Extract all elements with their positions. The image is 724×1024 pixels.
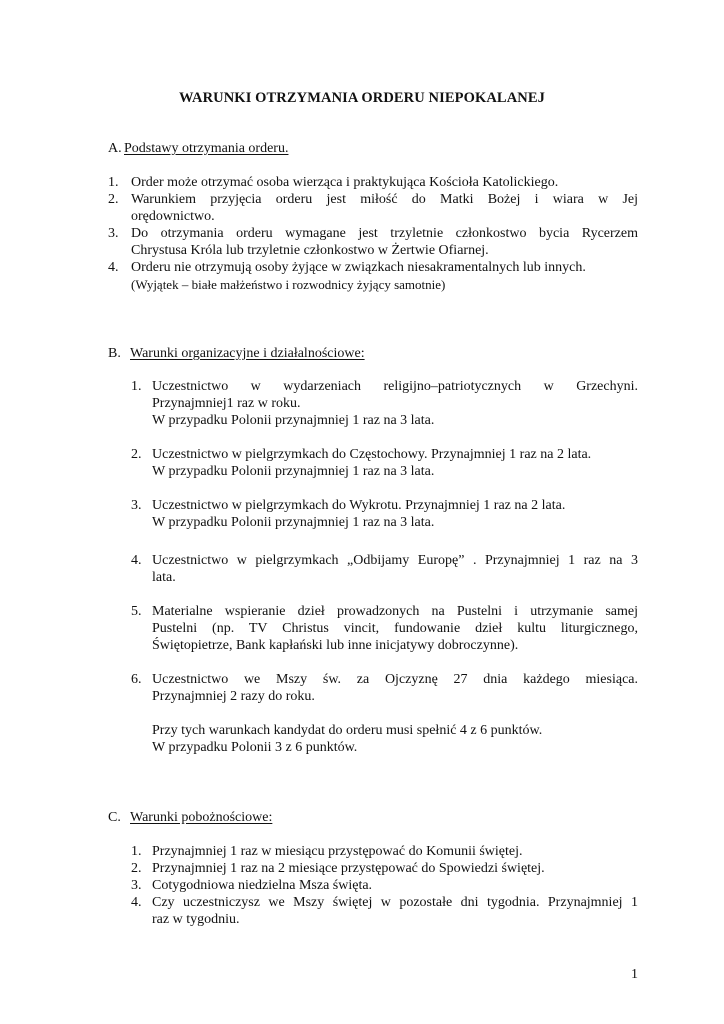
item-text: Czy uczestniczysz we Mszy świętej w pozostałe dni tygodnia. Przynajmniej 1 <box>152 895 638 910</box>
list-item <box>131 860 638 877</box>
item-text: Uczestnictwo w wydarzeniach religijno–patriotycznych w Grzechyni. <box>152 379 638 394</box>
list-item <box>131 552 638 586</box>
item-text: Do otrzymania orderu wymagane jest trzyletnie członkostwo bycia Rycerzem <box>131 226 638 241</box>
item-text: (Wyjątek – białe małżeństwo i rozwodnicy żyjący samotnie) <box>131 277 446 292</box>
item-number: 4. <box>131 553 142 568</box>
item-number: 1. <box>108 175 119 190</box>
section-b-title: Warunki organizacyjne i działalnościowe: <box>130 346 365 361</box>
item-text: Przynajmniej 1 raz na 2 miesiące przystępować do Spowiedzi świętej. <box>152 861 545 876</box>
list-item <box>131 378 638 429</box>
section-c-list <box>131 843 638 928</box>
item-text: Pustelni (np. TV Christus vincit, fundowanie dzieł kultu liturgicznego, <box>152 621 638 636</box>
item-text: Uczestnictwo w pielgrzymkach do Wykrotu. Przynajmniej 1 raz na 2 lata. <box>152 498 566 513</box>
section-b-heading <box>108 345 365 362</box>
item-number: 3. <box>131 878 142 893</box>
list-item <box>131 497 638 531</box>
section-b-note <box>152 722 638 756</box>
section-a-heading <box>108 140 288 157</box>
list-item <box>131 603 638 654</box>
item-number: 2. <box>131 861 142 876</box>
item-number: 3. <box>131 498 142 513</box>
item-text: Order może otrzymać osoba wierząca i praktykująca Kościoła Katolickiego. <box>131 175 559 190</box>
item-text: Przynajmniej 1 raz w miesiącu przystępować do Komunii świętej. <box>152 844 523 859</box>
list-item <box>131 894 638 928</box>
item-number: 4. <box>131 895 142 910</box>
item-number: 2. <box>108 192 119 207</box>
section-b-letter: B. <box>108 346 121 361</box>
list-item <box>131 446 638 480</box>
item-text: Uczestnictwo we Mszy św. za Ojczyznę 27 dnia każdego miesiąca. <box>152 672 638 687</box>
item-text: Uczestnictwo w pielgrzymkach do Częstochowy. Przynajmniej 1 raz na 2 lata. <box>152 447 592 462</box>
page-number: 1 <box>631 967 638 982</box>
item-text: Orderu nie otrzymują osoby żyjące w związkach niesakramentalnych lub innych. <box>131 260 586 275</box>
item-number: 6. <box>131 672 142 687</box>
section-c-heading <box>108 809 272 826</box>
list-item <box>108 259 638 293</box>
section-a-letter: A. <box>108 141 122 156</box>
item-text: Przynajmniej1 raz w roku. <box>152 396 301 411</box>
item-text: Świętopietrze, Bank kapłański lub inne inicjatywy dobroczynne). <box>152 638 519 653</box>
item-text: W przypadku Polonii przynajmniej 1 raz na 3 lata. <box>152 413 435 428</box>
section-a-list <box>108 174 638 293</box>
list-item <box>131 843 638 860</box>
item-text: Cotygodniowa niedzielna Msza święta. <box>152 878 373 893</box>
item-number: 1. <box>131 844 142 859</box>
item-number: 5. <box>131 604 142 619</box>
list-item <box>131 877 638 894</box>
item-text: orędownictwo. <box>131 209 215 224</box>
item-number: 2. <box>131 447 142 462</box>
item-text: Warunkiem przyjęcia orderu jest miłość do Matki Bożej i wiara w Jej <box>131 192 638 207</box>
section-a-title: Podstawy otrzymania orderu. <box>124 141 289 156</box>
item-text: Chrystusa Króla lub trzyletnie członkostwo w Żertwie Ofiarnej. <box>131 243 489 258</box>
item-text: Materialne wspieranie dzieł prowadzonych na Pustelni i utrzymanie samej <box>152 604 638 619</box>
list-item <box>108 191 638 225</box>
list-item <box>108 225 638 259</box>
list-item <box>131 671 638 705</box>
item-number: 4. <box>108 260 119 275</box>
item-text: Przynajmniej 2 razy do roku. <box>152 689 315 704</box>
item-text: lata. <box>152 570 176 585</box>
section-c-letter: C. <box>108 810 121 825</box>
section-b-list <box>131 378 638 705</box>
section-c-title: Warunki pobożnościowe: <box>130 810 273 825</box>
item-text: Uczestnictwo w pielgrzymkach „Odbijamy Europę” . Przynajmniej 1 raz na 3 <box>152 553 638 568</box>
item-number: 3. <box>108 226 119 241</box>
list-item <box>108 174 638 191</box>
document-title: WARUNKI OTRZYMANIA ORDERU NIEPOKALANEJ <box>179 90 545 106</box>
item-text: raz w tygodniu. <box>152 912 240 927</box>
item-number: 1. <box>131 379 142 394</box>
note-line: W przypadku Polonii 3 z 6 punktów. <box>152 740 358 755</box>
item-text: W przypadku Polonii przynajmniej 1 raz na 3 lata. <box>152 515 435 530</box>
note-line: Przy tych warunkach kandydat do orderu musi spełnić 4 z 6 punktów. <box>152 723 543 738</box>
item-text: W przypadku Polonii przynajmniej 1 raz na 3 lata. <box>152 464 435 479</box>
